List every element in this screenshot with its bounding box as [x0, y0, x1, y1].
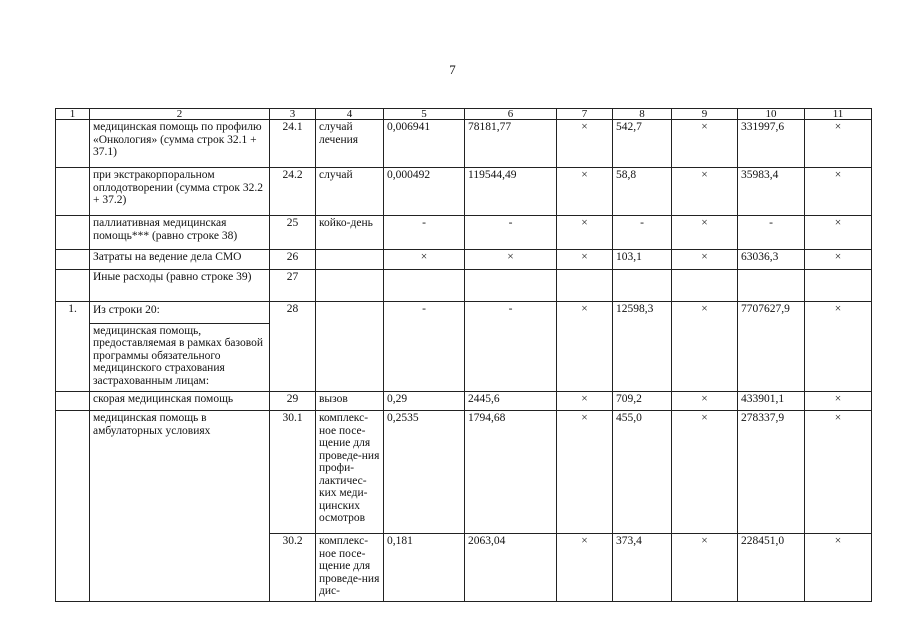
table-row — [56, 216, 872, 250]
indicator-name-cell: Иные расходы (равно строке 39) — [90, 270, 270, 302]
header-cell: 5 — [384, 109, 465, 120]
value-cell: 63036,3 — [738, 250, 805, 270]
value-cell: 12598,3 — [613, 302, 672, 392]
line-number-cell: 30.2 — [270, 534, 316, 602]
indicator-name-cell: при экстракорпоральном оплодотворении (сумма строк 32.2 + 37.2) — [90, 168, 270, 216]
table-row — [56, 250, 872, 270]
header-cell: 4 — [316, 109, 384, 120]
value-cell: × — [805, 168, 872, 216]
value-cell: × — [672, 302, 738, 392]
line-number-cell: 30.1 — [270, 411, 316, 534]
line-number-cell: 24.1 — [270, 120, 316, 168]
value-cell: × — [557, 168, 613, 216]
value-cell: × — [557, 411, 613, 534]
line-number-cell: 29 — [270, 392, 316, 411]
value-cell: 103,1 — [613, 250, 672, 270]
value-cell: × — [805, 534, 872, 602]
table-row — [56, 168, 872, 216]
unit-cell: случай — [316, 168, 384, 216]
table-row — [56, 270, 872, 302]
value-cell: × — [672, 216, 738, 250]
norm-volume-cell — [384, 270, 465, 302]
unit-cell — [316, 250, 384, 270]
value-cell: × — [672, 250, 738, 270]
value-cell: × — [557, 216, 613, 250]
tariff-table — [55, 108, 872, 602]
norm-cost-cell: - — [465, 216, 557, 250]
norm-cost-cell: 78181,77 — [465, 120, 557, 168]
value-cell — [613, 270, 672, 302]
header-row — [56, 109, 872, 120]
row-number-cell — [56, 250, 90, 270]
value-cell: × — [557, 120, 613, 168]
value-cell: - — [613, 216, 672, 250]
header-cell: 9 — [672, 109, 738, 120]
line-number-cell: 27 — [270, 270, 316, 302]
value-cell: × — [557, 392, 613, 411]
unit-cell — [316, 302, 384, 392]
value-cell: 228451,0 — [738, 534, 805, 602]
value-cell: 278337,9 — [738, 411, 805, 534]
norm-cost-cell: 119544,49 — [465, 168, 557, 216]
norm-volume-cell: 0,006941 — [384, 120, 465, 168]
norm-volume-cell: 0,000492 — [384, 168, 465, 216]
indicator-name-cell: паллиативная медицинская помощь*** (равно строке 38) — [90, 216, 270, 250]
value-cell: × — [557, 250, 613, 270]
norm-volume-cell: 0,29 — [384, 392, 465, 411]
value-cell: 35983,4 — [738, 168, 805, 216]
row-number-cell — [56, 411, 90, 602]
value-cell: - — [738, 216, 805, 250]
table-row — [56, 392, 872, 411]
table-row — [56, 120, 872, 168]
indicator-name-cell: скорая медицинская помощь — [90, 392, 270, 411]
row-number-cell — [56, 392, 90, 411]
value-cell: 331997,6 — [738, 120, 805, 168]
unit-cell: вызов — [316, 392, 384, 411]
value-cell: × — [557, 302, 613, 392]
unit-cell — [316, 270, 384, 302]
value-cell: × — [805, 411, 872, 534]
unit-cell: комплекс-ное посе-щение для проведе-ния профи-лактичес-ких меди-цинских осмотров — [316, 411, 384, 534]
header-cell: 2 — [90, 109, 270, 120]
value-cell: × — [672, 168, 738, 216]
norm-volume-cell: × — [384, 250, 465, 270]
page-number: 7 — [449, 62, 456, 77]
line-number-cell: 24.2 — [270, 168, 316, 216]
norm-cost-cell: 1794,68 — [465, 411, 557, 534]
value-cell: × — [805, 302, 872, 392]
header-cell: 10 — [738, 109, 805, 120]
table-row — [56, 411, 872, 534]
row-number-cell — [56, 216, 90, 250]
value-cell: × — [805, 392, 872, 411]
norm-volume-cell: - — [384, 302, 465, 392]
norm-volume-cell: 0,2535 — [384, 411, 465, 534]
value-cell: × — [805, 250, 872, 270]
norm-volume-cell: 0,181 — [384, 534, 465, 602]
value-cell: × — [805, 120, 872, 168]
norm-volume-cell: - — [384, 216, 465, 250]
value-cell — [557, 270, 613, 302]
value-cell: 373,4 — [613, 534, 672, 602]
unit-cell: койко-день — [316, 216, 384, 250]
unit-cell: комплекс-ное посе-щение для проведе-ния дис- — [316, 534, 384, 602]
value-cell: 58,8 — [613, 168, 672, 216]
line-number-cell: 28 — [270, 302, 316, 392]
value-cell — [805, 270, 872, 302]
value-cell — [672, 270, 738, 302]
value-cell: × — [672, 411, 738, 534]
value-cell — [738, 270, 805, 302]
unit-cell: случай лечения — [316, 120, 384, 168]
norm-cost-cell — [465, 270, 557, 302]
line-number-cell: 25 — [270, 216, 316, 250]
row-number-cell — [56, 120, 90, 168]
header-cell: 8 — [613, 109, 672, 120]
indicator-name-cell: Затраты на ведение дела СМО — [90, 250, 270, 270]
value-cell: × — [672, 392, 738, 411]
value-cell: × — [672, 120, 738, 168]
header-cell: 1 — [56, 109, 90, 120]
norm-cost-cell: × — [465, 250, 557, 270]
indicator-name-cell: медицинская помощь по профилю «Онкология» (сумма строк 32.1 + 37.1) — [90, 120, 270, 168]
value-cell: 7707627,9 — [738, 302, 805, 392]
indicator-subtitle: медицинская помощь, предоставляемая в рамках базовой программы обязательного медицинского страхования застрахованным лицам: — [90, 323, 269, 388]
indicator-heading: Из строки 20: — [93, 304, 160, 316]
indicator-name-cell: медицинская помощь в амбулаторных условиях — [90, 411, 270, 602]
value-cell: 455,0 — [613, 411, 672, 534]
row-number-cell — [56, 270, 90, 302]
norm-cost-cell: 2063,04 — [465, 534, 557, 602]
value-cell: × — [805, 216, 872, 250]
header-cell: 6 — [465, 109, 557, 120]
header-cell: 3 — [270, 109, 316, 120]
value-cell: × — [672, 534, 738, 602]
header-cell: 7 — [557, 109, 613, 120]
norm-cost-cell: 2445,6 — [465, 392, 557, 411]
table-row — [56, 302, 872, 392]
indicator-name-cell — [90, 302, 270, 392]
line-number-cell: 26 — [270, 250, 316, 270]
row-number-cell — [56, 168, 90, 216]
row-number-cell: 1. — [56, 302, 90, 392]
value-cell: × — [557, 534, 613, 602]
norm-cost-cell: - — [465, 302, 557, 392]
value-cell: 542,7 — [613, 120, 672, 168]
header-cell: 11 — [805, 109, 872, 120]
value-cell: 709,2 — [613, 392, 672, 411]
value-cell: 433901,1 — [738, 392, 805, 411]
